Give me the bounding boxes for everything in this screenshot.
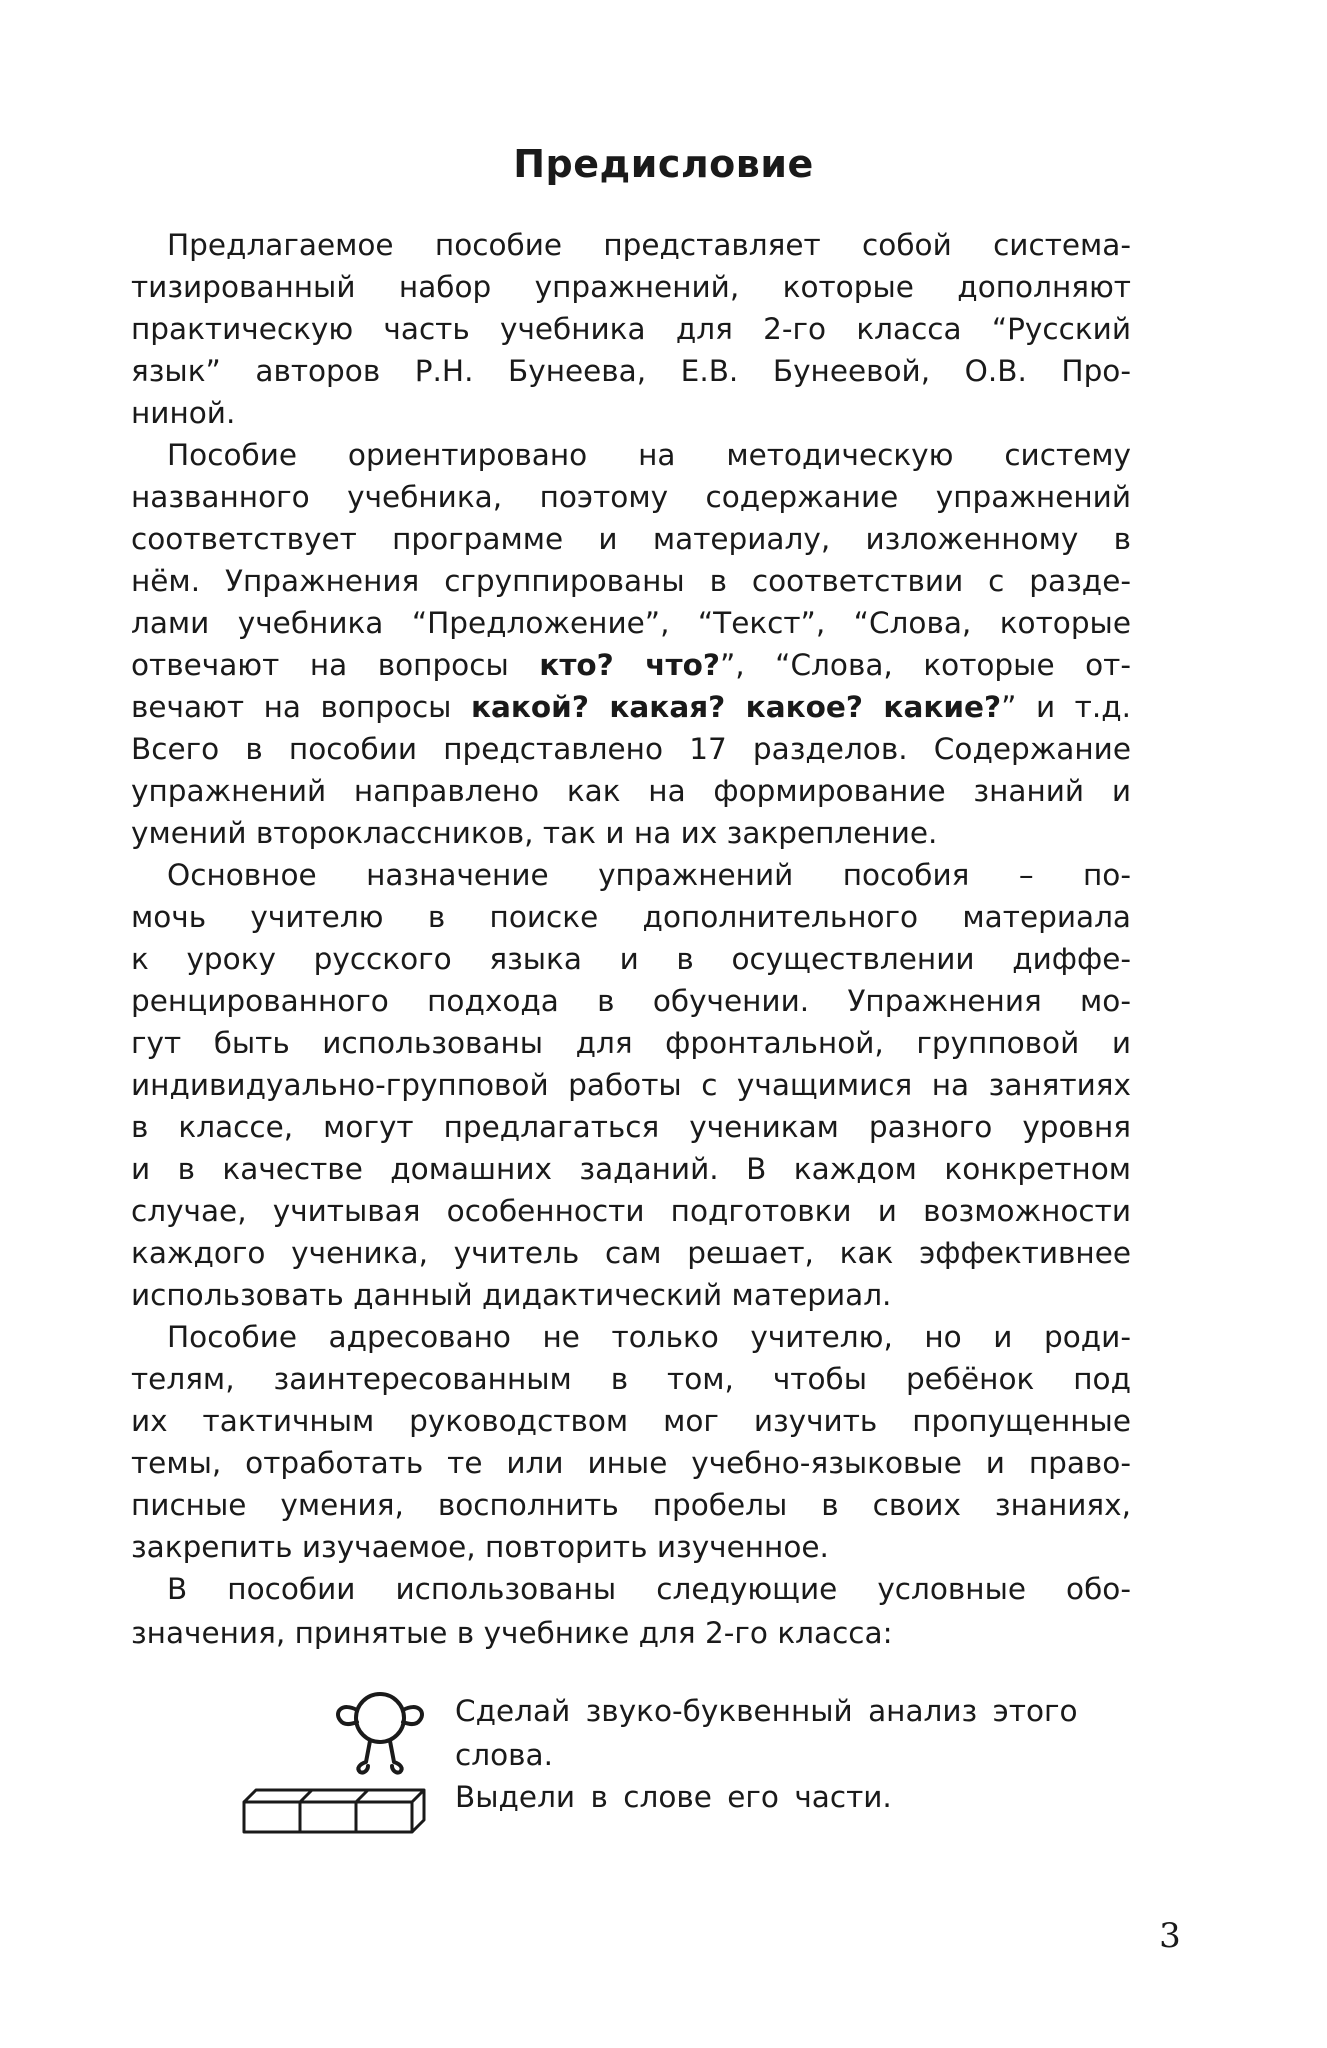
text-line: нём. Упражнения сгруппированы в соответствии с разде- [131, 564, 1131, 598]
text-run: ” и т.д. [1001, 690, 1131, 724]
text-line: упражнений направлено как на формирование знаний и [131, 774, 1131, 808]
text-line: соответствует программе и материалу, изложенному в [131, 522, 1131, 556]
text-line: телям, заинтересованным в том, чтобы ребёнок под [131, 1362, 1131, 1396]
text-line [131, 644, 1131, 686]
text-line: лами учебника “Предложение”, “Текст”, “Слова, которые [131, 606, 1131, 640]
page-number: 3 [1159, 1916, 1181, 1956]
text-line: индивидуально-групповой работы с учащимися на занятиях [131, 1068, 1131, 1102]
text-line: Основное назначение упражнений пособия – по- [167, 858, 1131, 892]
text-line: использовать данный дидактический материал. [131, 1278, 892, 1312]
text-line: ниной. [131, 396, 236, 430]
text-line: гут быть использованы для фронтальной, групповой и [131, 1026, 1131, 1060]
word-parts-boxes-icon [240, 1786, 426, 1836]
text-line: тизированный набор упражнений, которые дополняют [131, 270, 1131, 304]
text-line: умений второклассников, так и на их закрепление. [131, 816, 938, 850]
text-run: вечают на вопросы [131, 690, 452, 724]
legend-word-parts-text: Выдели в слове его части. [455, 1780, 892, 1814]
text-line: В пособии использованы следующие условные обо- [167, 1572, 1131, 1606]
text-line: Предлагаемое пособие представляет собой система- [167, 228, 1131, 262]
text-line: Пособие адресовано не только учителю, но и роди- [167, 1320, 1131, 1354]
text-line [131, 686, 1131, 728]
text-line: значения, принятые в учебнике для 2-го класса: [131, 1616, 893, 1650]
text-run: отвечают на вопросы [131, 648, 509, 682]
text-line: случае, учитывая особенности подготовки и возможности [131, 1194, 1131, 1228]
text-line: Всего в пособии представлено 17 разделов. Содержание [131, 732, 1131, 766]
text-line: названного учебника, поэтому содержание упражнений [131, 480, 1131, 514]
text-line: и в качестве домашних заданий. В каждом конкретном [131, 1152, 1131, 1186]
text-line: ренцированного подхода в обучении. Упражнения мо- [131, 984, 1131, 1018]
legend-sound-letter-text: слова. [455, 1738, 553, 1772]
text-line: закрепить изучаемое, повторить изученное. [131, 1530, 829, 1564]
legend-sound-letter-text: Сделай звуко-буквенный анализ этого [455, 1694, 1078, 1728]
text-line: их тактичным руководством мог изучить пропущенные [131, 1404, 1131, 1438]
text-line: темы, отработать те или иные учебно-языковые и право- [131, 1446, 1131, 1480]
page-title: Предисловие [513, 142, 814, 186]
round-face-character-icon [330, 1676, 430, 1788]
question-words-bold: кто? что? [539, 648, 720, 682]
text-line: каждого ученика, учитель сам решает, как эффективнее [131, 1236, 1131, 1270]
text-line: в классе, могут предлагаться ученикам разного уровня [131, 1110, 1131, 1144]
text-line: практическую часть учебника для 2-го класса “Русский [131, 312, 1131, 346]
text-line: писные умения, восполнить пробелы в своих знаниях, [131, 1488, 1131, 1522]
text-line: к уроку русского языка и в осуществлении диффе- [131, 942, 1131, 976]
question-words-bold: какой? какая? какое? какие? [470, 690, 1002, 724]
text-line: Пособие ориентировано на методическую систему [167, 438, 1131, 472]
text-line: мочь учителю в поиске дополнительного материала [131, 900, 1131, 934]
text-line: язык” авторов Р.Н. Бунеева, Е.В. Бунеевой, О.В. Про- [131, 354, 1131, 388]
text-run: ”, “Слова, которые от- [719, 648, 1132, 682]
